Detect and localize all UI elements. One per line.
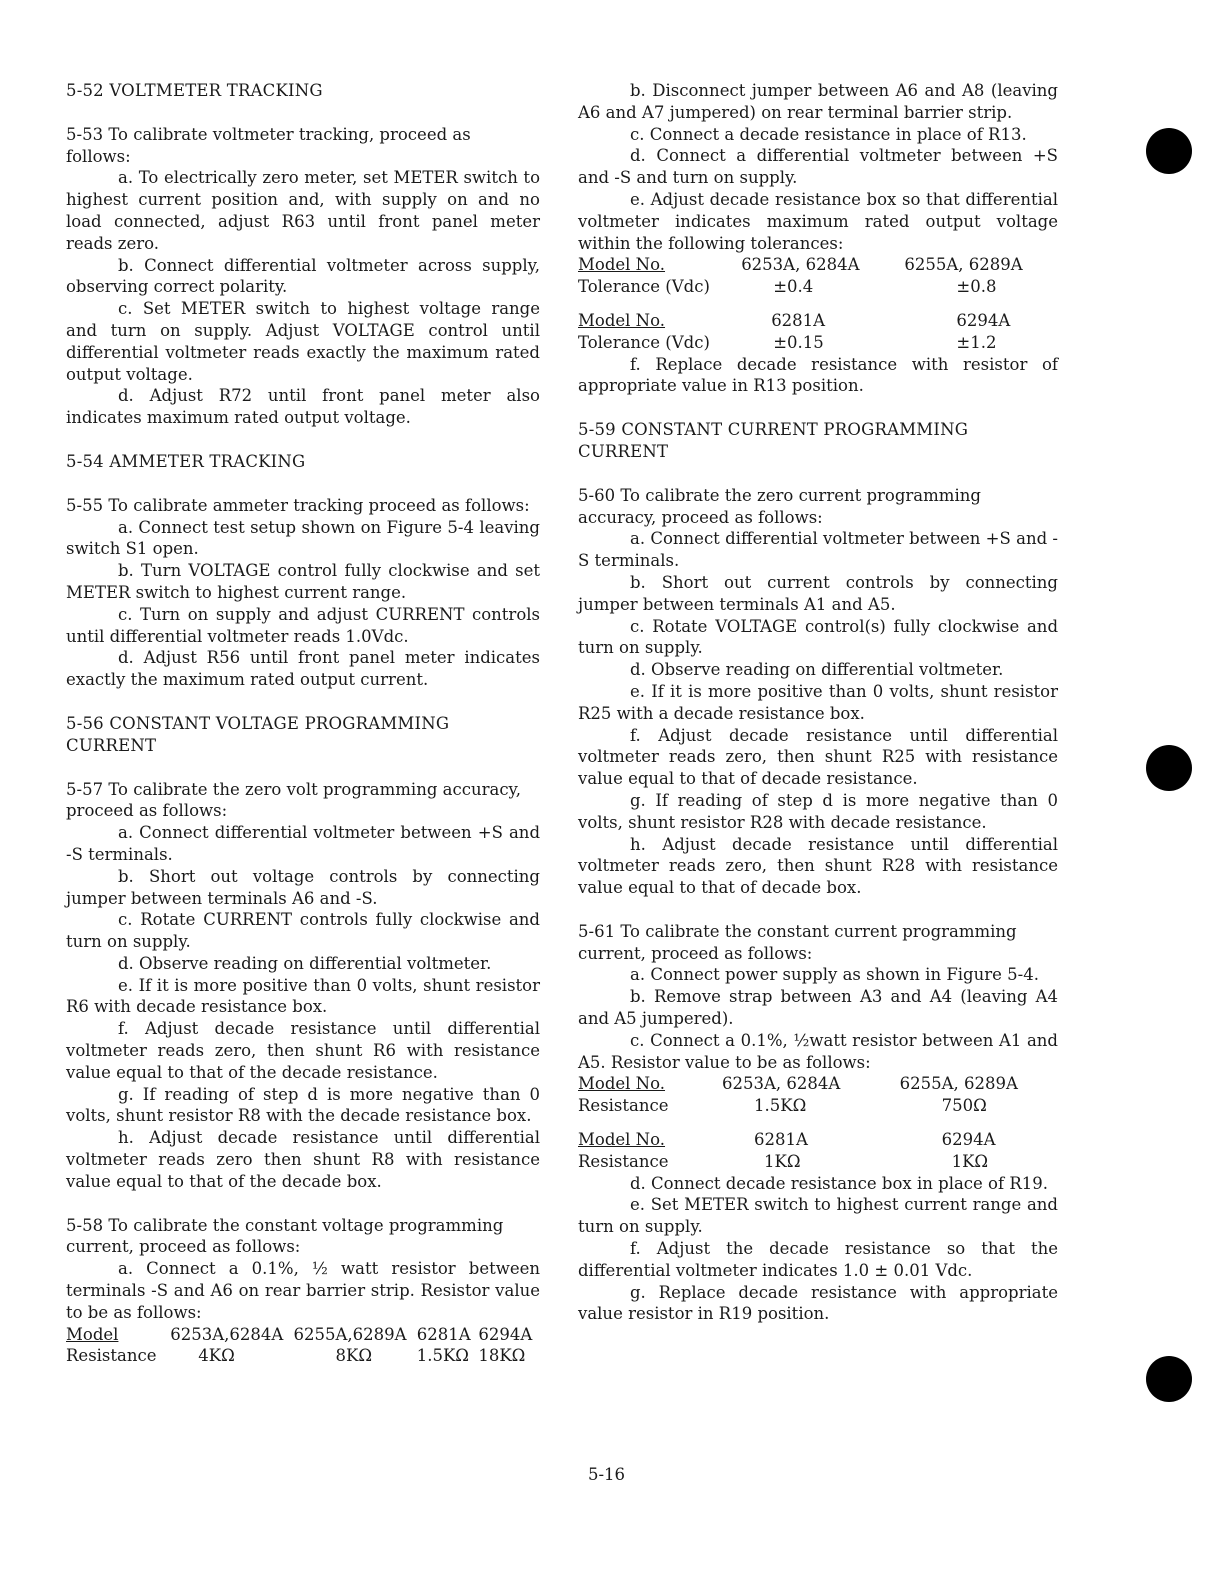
table-cell: 750Ω [941, 1096, 987, 1116]
step-d: d. Observe reading on differential voltmeter. [118, 953, 492, 973]
table-cell: 6255A, 6289A [899, 1074, 1018, 1094]
section-5-58-continued [578, 80, 1058, 397]
paragraph-intro: 5-60 To calibrate the zero current programming accuracy, proceed as follows: [578, 485, 981, 527]
table-cell: 1.5KΩ [416, 1346, 469, 1366]
resistance-table [578, 1073, 1058, 1172]
step-f: f. Adjust decade resistance until differential voltmeter reads zero, then shunt R25 with resistance value equal to that of decade resistance. [578, 725, 1058, 789]
step-c: c. Rotate CURRENT controls fully clockwise and turn on supply. [66, 910, 540, 952]
table-cell: 6281A [416, 1324, 471, 1344]
step-d: d. Observe reading on differential voltmeter. [630, 660, 1004, 680]
tolerance-table [578, 254, 1058, 353]
paragraph-intro: 5-57 To calibrate the zero volt programming accuracy, proceed as follows: [66, 779, 521, 821]
step-f: f. Adjust the decade resistance so that the differential voltmeter indicates 1.0 ± 0.01 Vdc. [578, 1239, 1058, 1280]
table-cell: 4KΩ [198, 1346, 235, 1366]
table-cell: Model No. [578, 1130, 666, 1150]
step-h: h. Adjust decade resistance until differential voltmeter reads zero then shunt R8 with resistance value equal to that of the decade box. [66, 1128, 540, 1191]
step-b: b. Remove strap between A3 and A4 (leaving A4 and A5 jumpered). [578, 987, 1058, 1029]
table-row [578, 1095, 1058, 1117]
section-heading: 5-54 AMMETER TRACKING [66, 451, 306, 471]
table-cell: Tolerance (Vdc) [578, 277, 710, 297]
table-cell: 6253A, 6284A [722, 1074, 841, 1094]
table-cell: ±0.15 [773, 332, 824, 352]
section-5-53 [66, 124, 540, 429]
table-header-row [578, 254, 1058, 276]
step-d: d. Adjust R56 until front panel meter indicates exactly the maximum rated output current. [66, 648, 540, 690]
punch-hole [1146, 1356, 1192, 1402]
step-a: a. Connect power supply as shown in Figure 5-4. [630, 965, 1039, 985]
table-cell: 1KΩ [951, 1151, 989, 1171]
step-a: a. Connect differential voltmeter between +S and -S terminals. [66, 823, 540, 864]
table-cell: ±1.2 [956, 332, 997, 352]
table-cell: 8KΩ [335, 1346, 373, 1366]
section-5-55 [66, 495, 540, 691]
table-cell: ±0.8 [956, 277, 997, 297]
table-cell: Resistance [66, 1346, 157, 1366]
table-header-row [578, 1073, 1058, 1095]
step-c: c. Connect a 0.1%, ½watt resistor between A1 and A5. Resistor value to be as follows: [578, 1030, 1058, 1072]
page-number: 5-16 [587, 1465, 626, 1484]
table-header-row [578, 310, 1058, 332]
table-cell: Model No. [578, 1074, 666, 1094]
step-b: b. Turn VOLTAGE control fully clockwise and set METER switch to highest current range. [66, 561, 540, 602]
step-h: h. Adjust decade resistance until differential voltmeter reads zero, then shunt R28 with resistance value equal to that of decade box. [578, 834, 1058, 898]
right-column [578, 80, 1058, 1325]
step-b: b. Short out current controls by connecting jumper between terminals A1 and A5. [578, 572, 1058, 614]
step-g: g. If reading of step d is more negative than 0 volts, shunt resistor R8 with the decade resistance box. [66, 1084, 540, 1126]
table-cell: 1KΩ [764, 1151, 801, 1171]
paragraph-intro: 5-55 To calibrate ammeter tracking proceed as follows: [66, 495, 530, 515]
table-cell: 6281A [771, 310, 826, 330]
step-b: b. Disconnect jumper between A6 and A8 (leaving A6 and A7 jumpered) on rear terminal barrier strip. [578, 81, 1058, 122]
section-5-58 [66, 1215, 540, 1368]
step-d: d. Adjust R72 until front panel meter also indicates maximum rated output voltage. [66, 386, 540, 428]
step-f: f. Adjust decade resistance until differential voltmeter reads zero, then shunt R6 with resistance value equal to that of the decade resistance. [66, 1019, 540, 1082]
table-cell: 1.5KΩ [754, 1096, 807, 1116]
section-5-56 [66, 713, 540, 757]
section-heading: 5-52 VOLTMETER TRACKING [66, 81, 323, 100]
table-header-row [66, 1324, 540, 1346]
punch-hole [1146, 745, 1192, 791]
table-cell: 18KΩ [478, 1346, 526, 1366]
table-header-row [578, 1129, 1058, 1151]
section-5-52 [66, 80, 540, 102]
step-a: a. Connect a 0.1%, ½ watt resistor between terminals -S and A6 on rear barrier strip. Resistor value to be as follows: [66, 1259, 540, 1322]
paragraph-intro: 5-53 To calibrate voltmeter tracking, proceed as follows: [66, 124, 471, 166]
table-cell: Tolerance (Vdc) [578, 332, 710, 352]
step-c: c. Turn on supply and adjust CURRENT controls until differential voltmeter reads 1.0Vdc. [66, 604, 540, 646]
step-e: e. If it is more positive than 0 volts, shunt resistor R6 with decade resistance box. [66, 975, 540, 1017]
step-g: g. If reading of step d is more negative than 0 volts, shunt resistor R28 with decade resistance. [578, 790, 1058, 832]
section-5-61 [578, 921, 1058, 1325]
table-cell: ±0.4 [773, 277, 814, 297]
punch-hole [1146, 128, 1192, 174]
paragraph-intro: 5-58 To calibrate the constant voltage programming current, proceed as follows: [66, 1215, 504, 1257]
left-column [66, 80, 540, 1367]
table-row [578, 1151, 1058, 1173]
step-c: c. Rotate VOLTAGE control(s) fully clockwise and turn on supply. [578, 616, 1058, 658]
step-f: f. Replace decade resistance with resistor of appropriate value in R13 position. [578, 354, 1058, 396]
step-e: e. Adjust decade resistance box so that differential voltmeter indicates maximum rated output voltage within the following tolerances: [578, 189, 1058, 253]
paragraph-intro: 5-61 To calibrate the constant current programming current, proceed as follows: [578, 921, 1017, 963]
step-a: a. Connect differential voltmeter between +S and -S terminals. [578, 529, 1058, 571]
section-5-60 [578, 485, 1058, 899]
step-c: c. Connect a decade resistance in place of R13. [630, 124, 1027, 144]
section-heading: 5-59 CONSTANT CURRENT PROGRAMMING CURRENT [578, 420, 969, 461]
step-d: d. Connect a differential voltmeter between +S and -S and turn on supply. [578, 146, 1058, 188]
section-5-59 [578, 419, 1058, 463]
step-e: e. If it is more positive than 0 volts, shunt resistor R25 with a decade resistance box. [578, 681, 1058, 723]
table-cell: Resistance [578, 1096, 669, 1116]
page-footer [0, 1464, 1229, 1486]
section-5-54 [66, 451, 540, 473]
step-b: b. Connect differential voltmeter across supply, observing correct polarity. [66, 255, 540, 297]
step-e: e. Set METER switch to highest current range and turn on supply. [578, 1195, 1058, 1237]
table-cell: 6253A, 6284A [741, 255, 860, 275]
table-cell: 6281A [754, 1130, 808, 1150]
table-row [66, 1345, 540, 1367]
step-d: d. Connect decade resistance box in place of R19. [630, 1173, 1049, 1193]
table-cell: Model No. [578, 255, 666, 275]
table-row [578, 332, 1058, 354]
table-cell: 6253A,6284A [170, 1324, 284, 1344]
step-a: a. To electrically zero meter, set METER switch to highest current position and, with supply on and no load connected, adjust R63 until front panel meter reads zero. [66, 168, 540, 253]
table-cell: 6294A [956, 310, 1011, 330]
section-heading: 5-56 CONSTANT VOLTAGE PROGRAMMING CURRENT [66, 713, 450, 755]
table-cell: Resistance [578, 1151, 669, 1171]
table-cell: 6294A [941, 1130, 996, 1150]
step-g: g. Replace decade resistance with appropriate value resistor in R19 position. [578, 1282, 1058, 1324]
resistance-table [66, 1324, 540, 1368]
table-cell: Model No. [578, 310, 666, 330]
table-row [578, 276, 1058, 298]
step-a: a. Connect test setup shown on Figure 5-4 leaving switch S1 open. [66, 517, 540, 559]
table-cell: 6294A [478, 1324, 533, 1344]
table-cell: 6255A,6289A [293, 1324, 407, 1344]
table-cell: Model [66, 1324, 119, 1344]
step-c: c. Set METER switch to highest voltage range and turn on supply. Adjust VOLTAGE control until differential voltmeter reads exactly the maximum rated output voltage. [66, 299, 540, 384]
section-5-57 [66, 779, 540, 1193]
table-cell: 6255A, 6289A [904, 255, 1023, 275]
step-b: b. Short out voltage controls by connecting jumper between terminals A6 and -S. [66, 866, 540, 908]
